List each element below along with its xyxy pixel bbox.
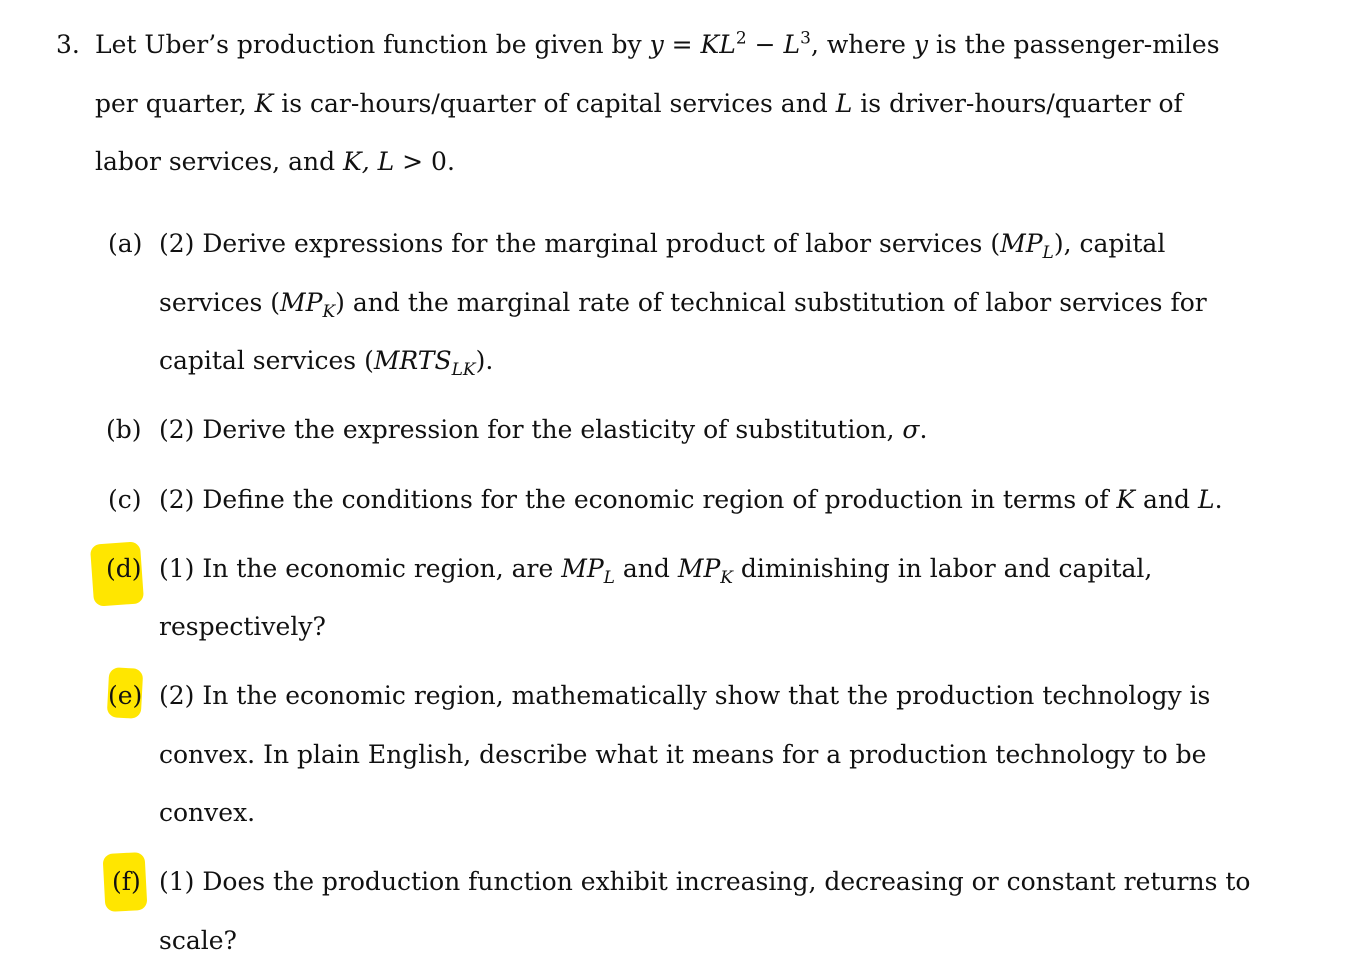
problem-line-3: labor services, and K, L > 0. — [95, 147, 455, 176]
part-e-line-2: convex. In plain English, describe what it means for a production technology to be — [159, 740, 1207, 769]
part-f-line-1: (1) Does the production function exhibit increasing, decreasing or constant returns to — [159, 867, 1251, 896]
part-e-line-1: (2) In the economic region, mathematically show that the production technology is — [159, 681, 1211, 710]
part-c-label: (c) — [108, 485, 142, 514]
problem-line-1: Let Uber’s production function be given by $y = KL^2 - L^3$, where y is the passenger-miles — [95, 28, 1220, 59]
part-d-label: (d) — [106, 554, 142, 583]
problem-number: 3. — [56, 30, 80, 59]
part-a-line-2: services $(MP_K)$ and the marginal rate of technical substitution of labor services for — [159, 288, 1207, 322]
part-a-line-3: capital services $(MRTS_{LK})$. — [159, 346, 494, 380]
part-d-line-2: respectively? — [159, 612, 326, 641]
part-e-line-3: convex. — [159, 798, 256, 827]
part-f-label: (f) — [112, 867, 141, 896]
part-d-line-1: (1) In the economic region, are $MP_L$ and $MP_K$ diminishing in labor and capital, — [159, 554, 1153, 588]
problem-line-2: per quarter, K is car-hours/quarter of capital services and L is driver-hours/quarter of — [95, 89, 1183, 118]
part-a-label: (a) — [108, 229, 143, 258]
part-b-label: (b) — [106, 415, 142, 444]
part-c-line-1: (2) Define the conditions for the economic region of production in terms of K and L. — [159, 485, 1223, 514]
part-b-line-1: (2) Derive the expression for the elasticity of substitution, σ. — [159, 415, 928, 444]
part-e-label: (e) — [108, 681, 143, 710]
part-a-line-1: (2) Derive expressions for the marginal product of labor services $(MP_L)$, capital — [159, 229, 1166, 263]
part-f-line-2: scale? — [159, 926, 237, 955]
